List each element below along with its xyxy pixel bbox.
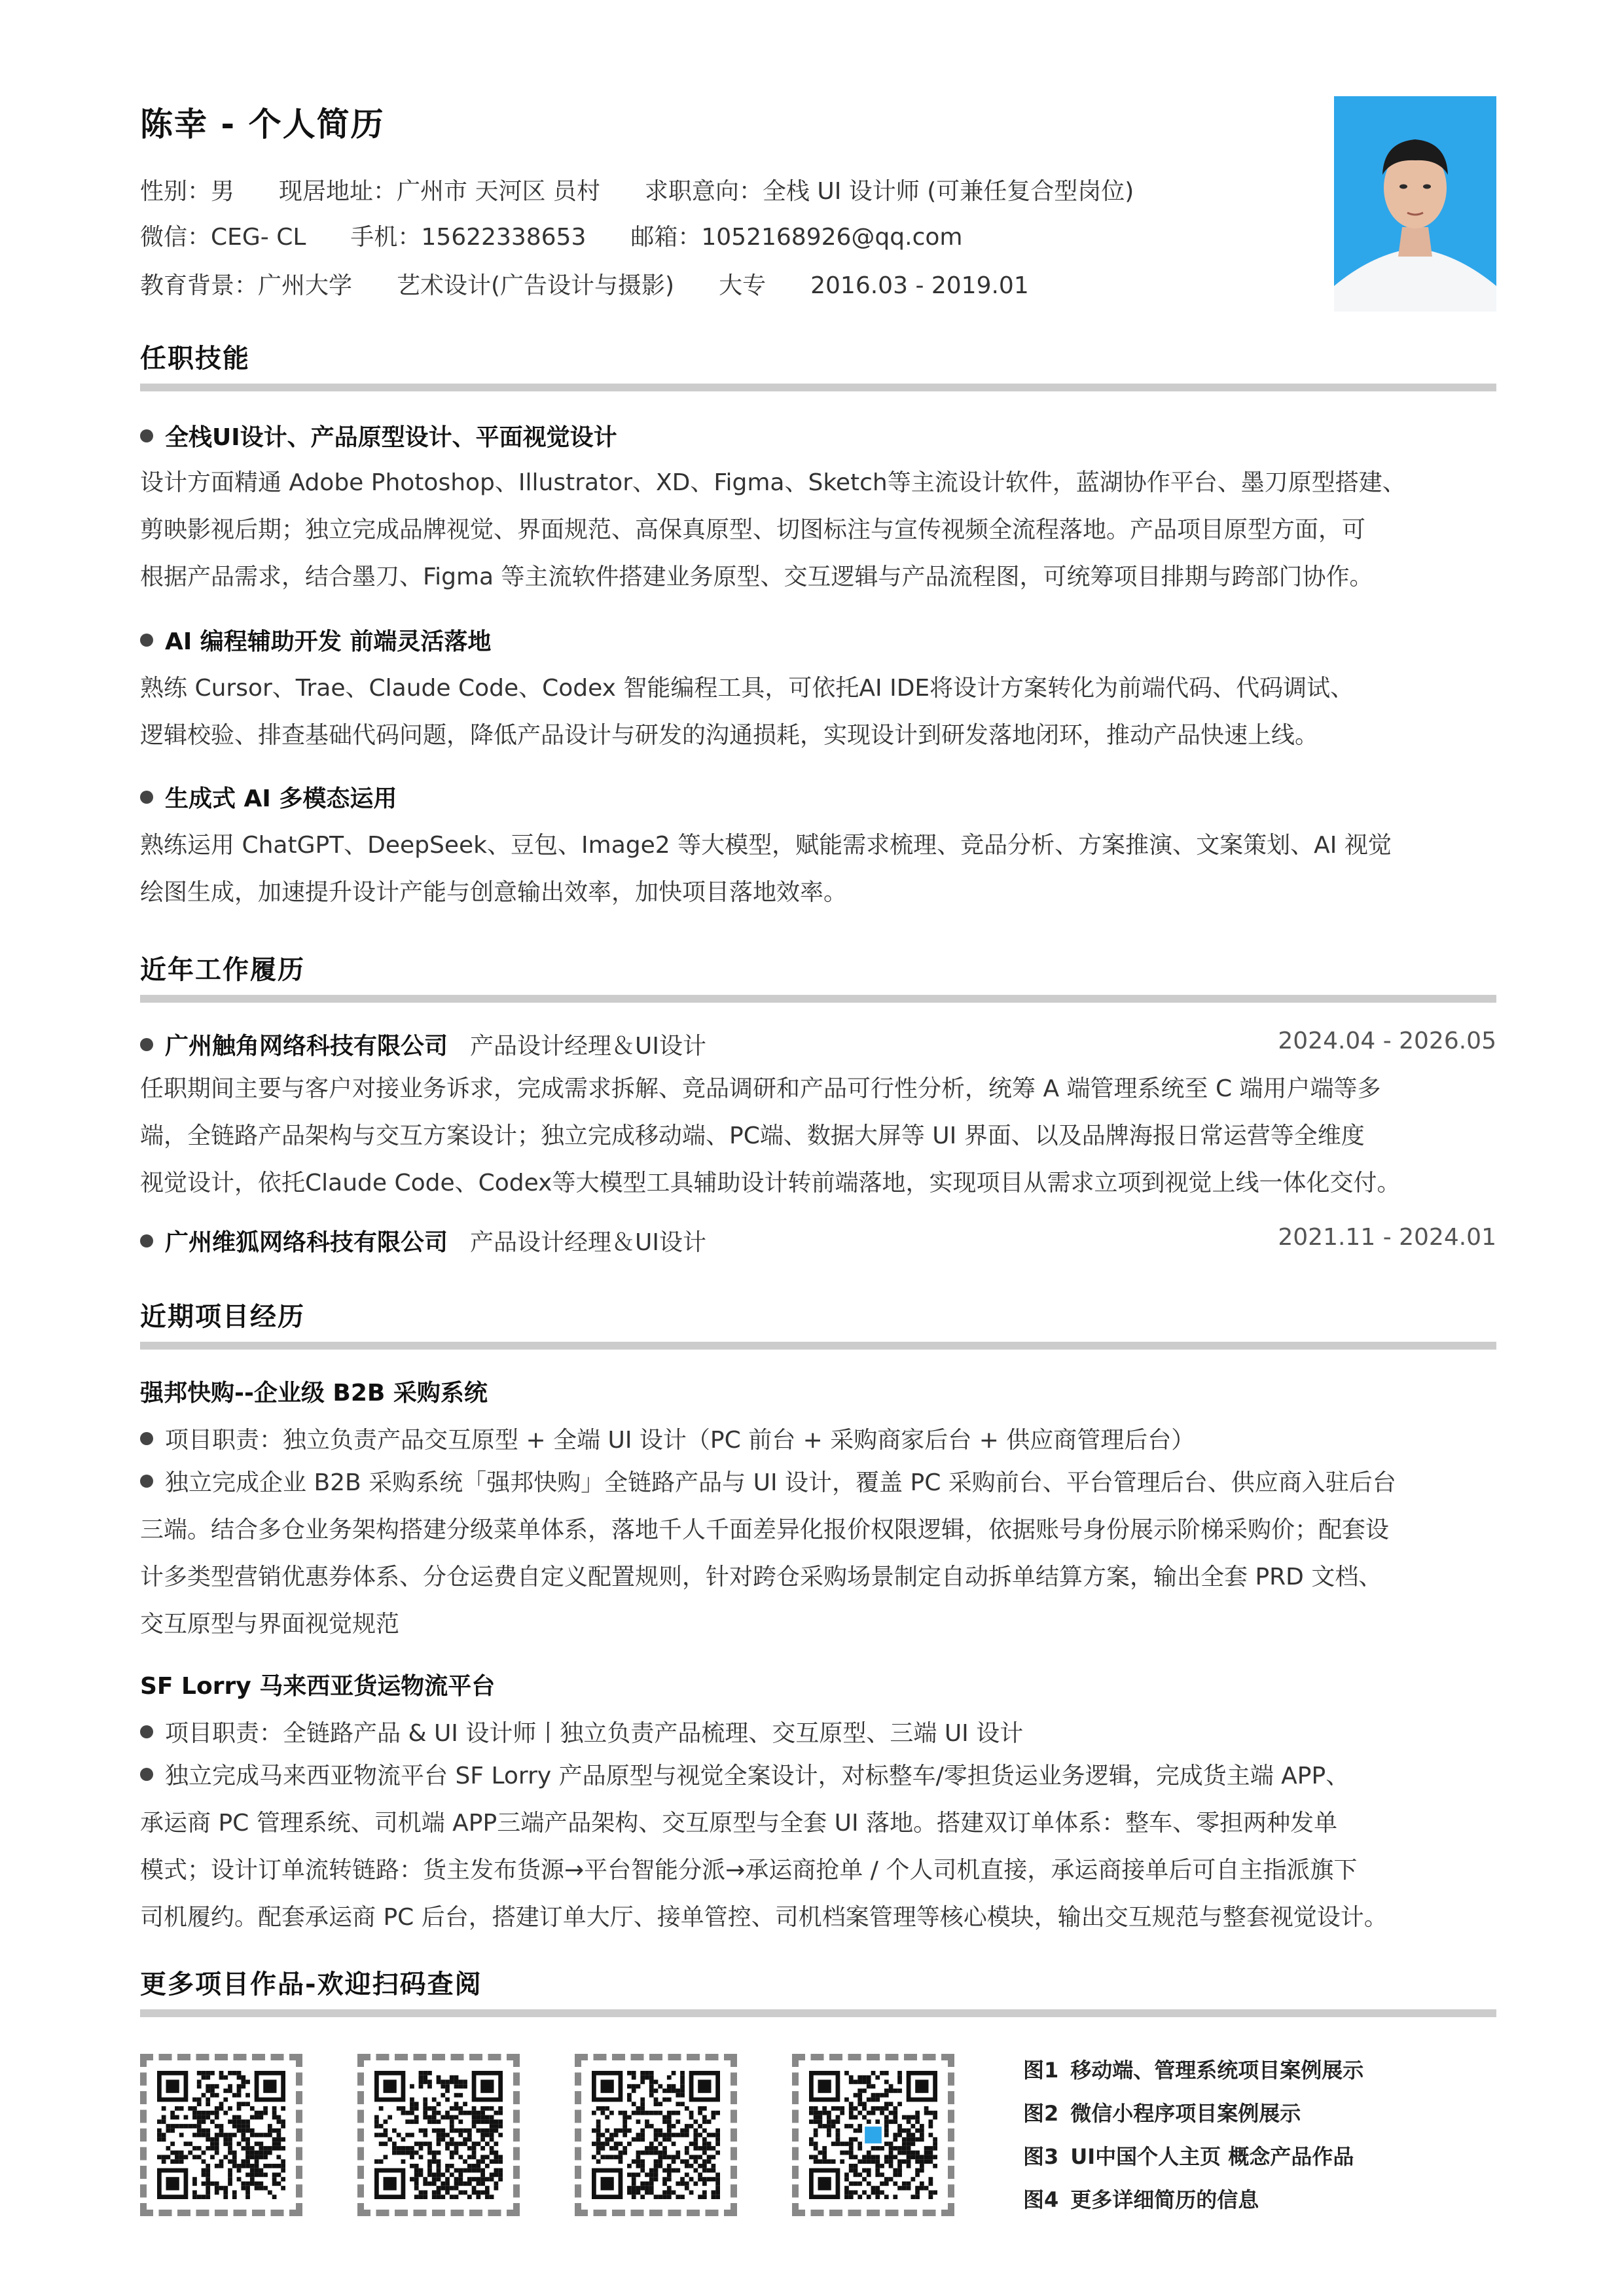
avatar [1334, 96, 1496, 312]
project-1-title: 强邦快购--企业级 B2B 采购系统 [140, 1380, 488, 1407]
job-1-desc: 任职期间主要与客户对接业务诉求，完成需求拆解、竞品调研和产品可行性分析，统筹 A 端管理系统至 C 端用户端等多 端，全链路产品架构与交互方案设计；独立完成移动端、PC端、数据大屏等 UI 界面、以及品牌海报日常运营等全维度 视觉设计，依托Claude Code、Codex等大模型工具辅助设计转前端落地，实现项目从需求立项到视觉上线一体化交付。 [140, 1075, 1401, 1196]
qr-code-graphic [809, 2071, 937, 2199]
skill-heading-3: 生成式 AI 多模态运用 [140, 780, 397, 814]
job-2-date: 2021.11 - 2024.01 [1278, 1224, 1496, 1251]
project-2-role: 项目职责：全链路产品 & UI 设计师丨独立负责产品梳理、交互原型、三端 UI 设计 [140, 1715, 1023, 1748]
bullet-dot [140, 634, 153, 647]
info-row-education [140, 267, 1074, 300]
divider [140, 384, 1496, 391]
project-2-title: SF Lorry 马来西亚货运物流平台 [140, 1673, 496, 1700]
qr-caption-2: 图2 微信小程序项目案例展示 [1023, 2101, 1301, 2126]
gender: 性别：男 [140, 178, 235, 205]
wechat: 微信：CEG- CL [140, 224, 306, 251]
qr-code-2[interactable] [357, 2054, 520, 2216]
job-2-heading [140, 1224, 706, 1257]
project-1-role: 项目职责：独立负责产品交互原型 + 全端 UI 设计（PC 前台 + 采购商家后台 + 供应商管理后台） [140, 1422, 1195, 1455]
bullet-dot [140, 1725, 153, 1738]
section-title-projects: 近期项目经历 [140, 1302, 305, 1332]
skill-heading-2: AI 编程辅助开发 前端灵活落地 [140, 623, 491, 656]
study-period: 2016.03 - 2019.01 [810, 272, 1029, 299]
bullet-dot [140, 1234, 153, 1247]
company-name: 广州维狐网络科技有限公司 [165, 1229, 448, 1256]
qr-code-4[interactable] [792, 2054, 954, 2216]
skill-desc-2: 熟练 Cursor、Trae、Claude Code、Codex 智能编程工具，可依托AI IDE将设计方案转化为前端代码、代码调试、 逻辑校验、排查基础代码问题，降低产品设计与研发的沟通损耗，实现设计到研发落地闭环，推动产品快速上线。 [140, 675, 1354, 749]
skill-desc-1: 设计方面精通 Adobe Photoshop、Illustrator、XD、Figma、Sketch等主流设计软件，蓝湖协作平台、墨刀原型搭建、 剪映影视后期；独立完成品牌视觉、界面规范、高保真原型、切图标注与宣传视频全流程落地。产品项目原型方面，可 根据产品需求，结合墨刀、Figma 等主流软件搭建业务原型、交互逻辑与产品流程图，可统筹项目排期与跨部门协作。 [140, 469, 1406, 590]
section-title-skills: 任职技能 [140, 344, 250, 374]
company-name: 广州触角网络科技有限公司 [165, 1033, 448, 1060]
bullet-dot [140, 1475, 153, 1488]
qr-caption-1: 图1 移动端、管理系统项目案例展示 [1023, 2058, 1364, 2083]
portrait-photo [1334, 96, 1496, 312]
divider [140, 995, 1496, 1003]
bullet-dot [140, 1768, 153, 1781]
qr-caption-4: 图4 更多详细简历的信息 [1023, 2187, 1259, 2212]
project-1-desc: 独立完成企业 B2B 采购系统「强邦快购」全链路产品与 UI 设计，覆盖 PC 采购前台、平台管理后台、供应商入驻后台 三端。结合多仓业务架构搭建分级菜单体系，落地千人千面差异化报价权限逻辑，依据账号身份展示阶梯采购价；配套设 计多类型营销优惠券体系、分仓运费自定义配置规则，针对跨仓采购场景制定自动拆单结算方案，输出全套 PRD 文档、 交互原型与界面视觉规范 [140, 1469, 1396, 1638]
address: 现居地址：广州市 天河区 员村 [279, 178, 600, 205]
bullet-dot [140, 1038, 153, 1051]
qr-code-3[interactable] [575, 2054, 737, 2216]
bullet-dot [140, 429, 153, 442]
bullet-dot [140, 791, 153, 804]
skill-heading-1: 全栈UI设计、产品原型设计、平面视觉设计 [140, 419, 617, 452]
page-title: 陈幸 - 个人简历 [140, 105, 385, 143]
major: 艺术设计(广告设计与摄影) [397, 272, 675, 299]
skill-desc-3: 熟练运用 ChatGPT、DeepSeek、豆包、Image2 等大模型，赋能需求梳理、竞品分析、方案推演、文案策划、AI 视觉 绘图生成，加速提升设计产能与创意输出效率，加快项目落地效率。 [140, 832, 1392, 906]
qr-code-graphic [592, 2071, 720, 2199]
section-title-more: 更多项目作品-欢迎扫码查阅 [140, 1969, 482, 2000]
email: 邮箱：1052168926@qq.com [630, 224, 963, 251]
job-intention: 求职意向：全栈 UI 设计师 (可兼任复合型岗位) [644, 178, 1134, 205]
info-row-basic [140, 173, 1178, 206]
qr-caption-3: 图3 UI中国个人主页 概念产品作品 [1023, 2144, 1354, 2169]
info-row-contact [140, 219, 1007, 252]
degree: 大专 [719, 272, 767, 299]
qr-code-graphic [157, 2071, 285, 2199]
job-role: 产品设计经理＆UI设计 [470, 1033, 706, 1060]
qr-code-1[interactable] [140, 2054, 302, 2216]
divider [140, 2009, 1496, 2017]
bullet-dot [140, 1432, 153, 1445]
phone: 手机：15622338653 [350, 224, 586, 251]
school: 教育背景：广州大学 [140, 272, 353, 299]
job-1-heading [140, 1028, 706, 1061]
section-title-work: 近年工作履历 [140, 955, 305, 985]
job-1-date: 2024.04 - 2026.05 [1278, 1028, 1496, 1054]
project-2-desc: 独立完成马来西亚物流平台 SF Lorry 产品原型与视觉全案设计，对标整车/零担货运业务逻辑，完成货主端 APP、 承运商 PC 管理系统、司机端 APP三端产品架构、交互原型与全套 UI 落地。搭建双订单体系：整车、零担两种发单 模式；设计订单流转链路：货主发布货源→平台智能分派→承运商抢单 / 个人司机直接，承运商接单后可自主指派旗下 司机履约。配套承运商 PC 后台，搭建订单大厅、接单管控、司机档案管理等核心模块，输出交互规范与整套视觉设计。 [140, 1763, 1388, 1931]
divider [140, 1342, 1496, 1350]
job-role: 产品设计经理＆UI设计 [470, 1229, 706, 1256]
qr-code-graphic [374, 2071, 503, 2199]
